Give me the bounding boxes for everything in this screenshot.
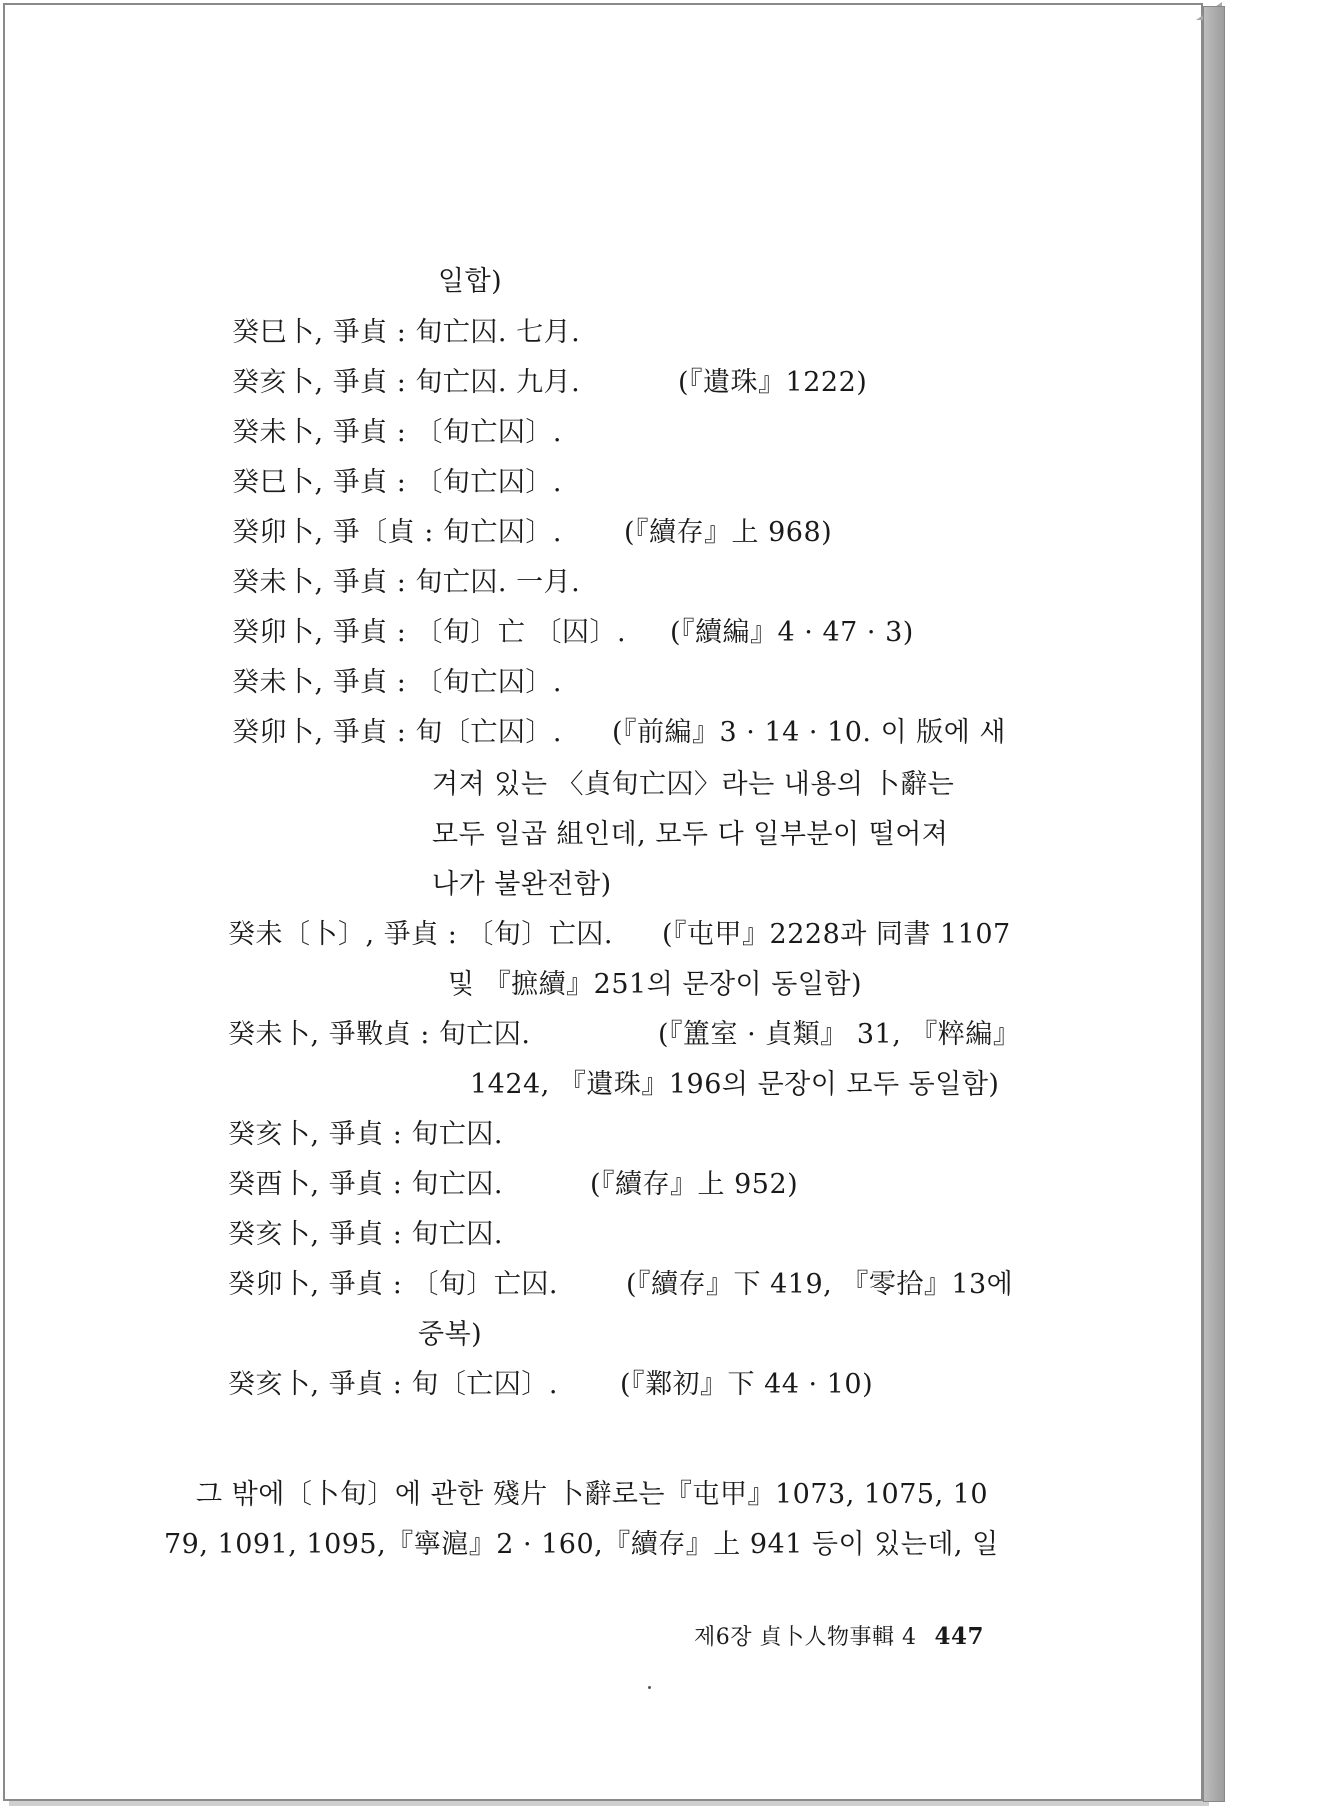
entry-line xyxy=(228,1368,874,1402)
entry-continuation: 겨져 있는 〈貞旬亡囚〉라는 내용의 卜辭는 xyxy=(432,769,955,800)
page-speck xyxy=(648,1686,651,1689)
entry-line xyxy=(228,1268,1014,1302)
entry-line: 癸未卜, 爭貞 : 〔旬亡囚〕. xyxy=(232,417,563,448)
entry-text: 癸卯卜, 爭貞 : 〔旬〕亡囚. xyxy=(228,1269,559,1300)
entry-line: 癸巳卜, 爭貞 : 旬亡囚. 七月. xyxy=(232,317,581,348)
entry-line xyxy=(228,918,1011,952)
page-footer xyxy=(694,1620,984,1655)
entry-source: (『簠室 · 貞類』 31, 『粹編』 xyxy=(658,1019,1021,1050)
entry-line xyxy=(228,1168,799,1202)
entry-text: 癸未〔卜〕, 爭貞 : 〔旬〕亡囚. xyxy=(228,919,614,950)
entry-line xyxy=(228,1018,1021,1052)
entry-text: 癸卯卜, 爭貞 : 旬〔亡囚〕. xyxy=(232,717,563,748)
entry-line: 癸亥卜, 爭貞 : 旬亡囚. xyxy=(228,1119,504,1150)
entry-text: 癸卯卜, 爭〔貞 : 旬亡囚〕. xyxy=(232,517,563,548)
entry-source: (『前編』3 · 14 · 10. 이 版에 새 xyxy=(612,717,1006,748)
entry-continuation: 중복) xyxy=(418,1319,483,1350)
entry-line: 일합) xyxy=(438,266,503,297)
entry-line: 癸未卜, 爭貞 : 旬亡囚. 一月. xyxy=(232,567,581,598)
entry-text: 癸卯卜, 爭貞 : 〔旬〕亡 〔囚〕. xyxy=(232,617,627,648)
paragraph-line: 79, 1091, 1095,『寧滬』2 · 160,『續存』上 941 등이 있는데, 일 xyxy=(164,1529,999,1560)
entry-source: (『遺珠』1222) xyxy=(678,367,868,398)
page-number: 447 xyxy=(934,1623,985,1650)
entry-line xyxy=(232,616,914,650)
entry-text: 癸酉卜, 爭貞 : 旬亡囚. xyxy=(228,1169,504,1200)
entry-line: 癸未卜, 爭貞 : 〔旬亡囚〕. xyxy=(232,667,563,698)
entry-line: 癸巳卜, 爭貞 : 〔旬亡囚〕. xyxy=(232,467,563,498)
entry-continuation: 및 『摭續』251의 문장이 동일함) xyxy=(448,969,862,1000)
entry-text: 癸亥卜, 爭貞 : 旬亡囚. 九月. xyxy=(232,367,581,398)
entry-source: (『屯甲』2228과 同書 1107 xyxy=(662,919,1011,950)
entry-source: (『續編』4 · 47 · 3) xyxy=(670,617,914,648)
entry-line xyxy=(232,366,868,400)
entry-continuation: 1424, 『遺珠』196의 문장이 모두 동일함) xyxy=(470,1069,1000,1100)
entry-source: (『續存』上 952) xyxy=(590,1169,799,1200)
entry-line xyxy=(232,516,833,550)
book-spine xyxy=(1203,6,1225,1802)
entry-source: (『續存』下 419, 『零拾』13에 xyxy=(626,1269,1014,1300)
entry-continuation: 모두 일곱 組인데, 모두 다 일부분이 떨어져 xyxy=(432,819,949,850)
running-head: 제6장 貞卜人物事輯 4 xyxy=(694,1625,917,1650)
entry-source: (『續存』上 968) xyxy=(624,517,833,548)
paragraph-line: 그 밖에〔卜旬〕에 관한 殘片 卜辭로는『屯甲』1073, 1075, 10 xyxy=(196,1479,989,1510)
entry-text: 癸未卜, 爭㪤貞 : 旬亡囚. xyxy=(228,1019,531,1050)
entry-line xyxy=(232,716,1006,750)
entry-continuation: 나가 불완전함) xyxy=(432,869,612,900)
entry-line: 癸亥卜, 爭貞 : 旬亡囚. xyxy=(228,1219,504,1250)
entry-text: 癸亥卜, 爭貞 : 旬〔亡囚〕. xyxy=(228,1369,559,1400)
entry-source: (『鄴初』下 44 · 10) xyxy=(620,1369,874,1400)
